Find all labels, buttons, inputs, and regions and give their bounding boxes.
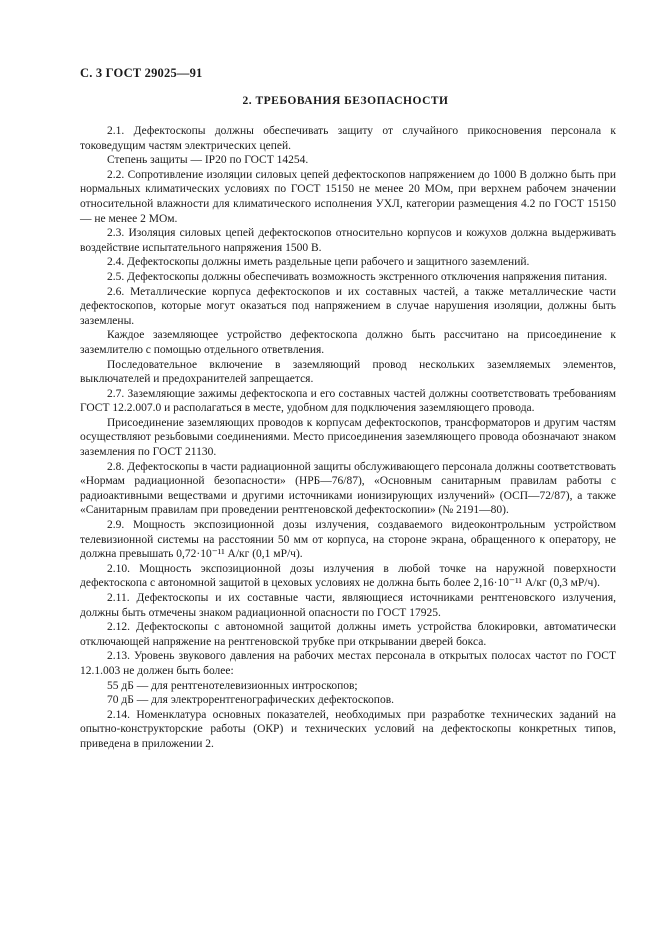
running-header: С. 3 ГОСТ 29025—91 bbox=[80, 66, 203, 80]
paragraph-grounding-device: Каждое заземляющее устройство дефектоскопа должно быть рассчитано на присоединение к заземлителю с помощью отдельного ответвления. bbox=[80, 329, 616, 356]
paragraph-noise-70db: 70 дБ — для электрорентгенографических дефектоскопов. bbox=[107, 694, 395, 707]
paragraph-2-11: 2.11. Дефектоскопы и их составные части, являющиеся источниками рентгеновского излучения, должны быть отмечены знаком радиационной опасности по ГОСТ 17925. bbox=[80, 592, 616, 619]
paragraph-2-2: 2.2. Сопротивление изоляции силовых цепей дефектоскопов напряжением до 1000 В должно быть при нормальных климатических условиях по ГОСТ 15150 не менее 20 МОм, при верхнем рабочем значении относительной влажности для климатического исполнения УХЛ, категории размещения 4.2 по ГОСТ 15150 — не менее 2 МОм. bbox=[80, 168, 616, 225]
paragraph-2-6: 2.6. Металлические корпуса дефектоскопов и их составных частей, а также металлические части дефектоскопов, которые могут оказаться под напряжением в случае нарушения изоляции, должны быть заземлены. bbox=[80, 285, 616, 327]
paragraph-2-14: 2.14. Номенклатура основных показателей, необходимых при разработке технических заданий на опытно-конструкторские работы (ОКР) и технических условий на дефектоскопы конкретных типов, приведена в приложении 2. bbox=[80, 708, 616, 750]
paragraph-2-7: 2.7. Заземляющие зажимы дефектоскопа и его составных частей должны соответствовать требованиям ГОСТ 12.2.007.0 и располагаться в месте, удобном для подключения заземляющего провода. bbox=[80, 387, 616, 415]
paragraph-2-1: 2.1. Дефектоскопы должны обеспечивать защиту от случайного прикосновения персонала к токоведущим частям электрических цепей. bbox=[80, 125, 616, 152]
paragraph-2-12: 2.12. Дефектоскопы с автономной защитой должны иметь устройства блокировки, автоматически отключающей напряжение на рентгеновской трубке при открывании дверей бокса. bbox=[80, 621, 616, 648]
section-title: 2. ТРЕБОВАНИЯ БЕЗОПАСНОСТИ bbox=[242, 95, 449, 107]
paragraph-2-10: 2.10. Мощность экспозиционной дозы излучения в любой точке на наружной поверхности дефектоскопа с автономной защитой в цеховых условиях не должна быть более 2,16·10⁻¹¹ А/кг (0,3 мР/ч). bbox=[80, 562, 616, 590]
paragraph-series-connection: Последовательное включение в заземляющий провод нескольких заземляемых элементов, выключателей и предохранителей запрещается. bbox=[80, 358, 616, 386]
paragraph-2-5: 2.5. Дефектоскопы должны обеспечивать возможность экстренного отключения напряжения питания. bbox=[107, 270, 608, 283]
section-body bbox=[80, 124, 616, 752]
paragraph-noise-55db: 55 дБ — для рентгенотелевизионных интроскопов; bbox=[107, 679, 358, 692]
paragraph-2-13: 2.13. Уровень звукового давления на рабочих местах персонала в открытых полосах частот по ГОСТ 12.1.003 не должен быть более: bbox=[80, 650, 616, 677]
paragraph-2-4: 2.4. Дефектоскопы должны иметь раздельные цепи рабочего и защитного заземлений. bbox=[107, 256, 530, 269]
paragraph-grounding-wires: Присоединение заземляющих проводов к корпусам дефектоскопов, трансформаторов и другим частям осуществляют резьбовыми соединениями. Место присоединения заземляющего провода обозначают знаком заземления по ГОСТ 21130. bbox=[80, 416, 616, 459]
paragraph-protection-degree: Степень защиты — IP20 по ГОСТ 14254. bbox=[107, 154, 309, 167]
paragraph-2-3: 2.3. Изоляция силовых цепей дефектоскопов относительно корпусов и кожухов должна выдерживать воздействие испытательного напряжения 1500 В. bbox=[80, 227, 616, 254]
paragraph-2-9: 2.9. Мощность экспозиционной дозы излучения, создаваемого видеоконтрольным устройством телевизионной системы на расстоянии 50 мм от корпуса, на стороне экрана, обращенного к оператору, не должна превышать 0,72·10⁻¹¹ А/кг (0,1 мР/ч). bbox=[80, 519, 616, 561]
paragraph-2-8: 2.8. Дефектоскопы в части радиационной защиты обслуживающего персонала должны соответствовать «Нормам радиационной безопасности» (НРБ—76/87), «Основным санитарным правилам работы с радиоактивными веществами и другими источниками ионизирующих излучений» (ОСП—72/87), а также «Санитарным правилам при проведении рентгеновской дефектоскопии» (№ 2191—80). bbox=[80, 460, 616, 517]
